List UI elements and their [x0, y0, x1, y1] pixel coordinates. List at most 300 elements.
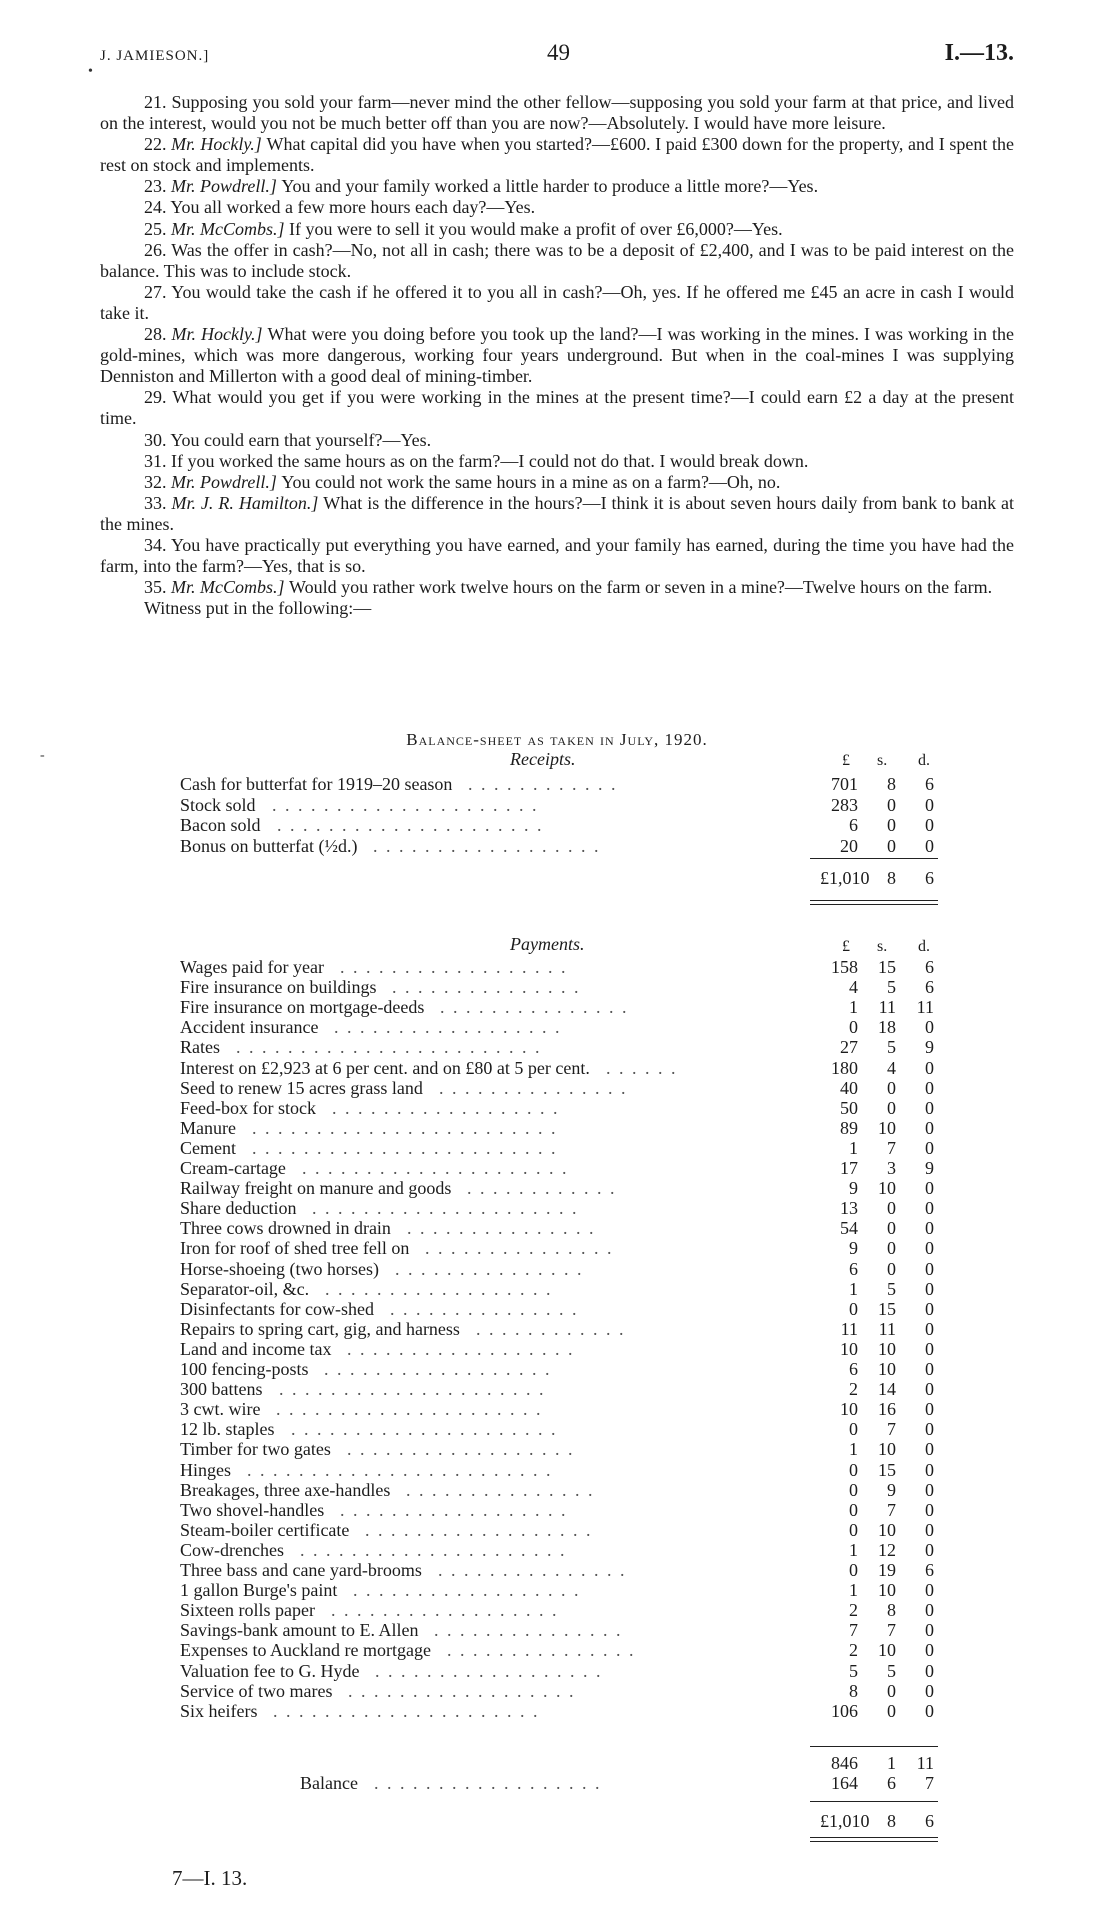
dot-leaders: . . . . . . . . . . . .: [468, 774, 618, 794]
dot-leaders: . . . . . . . . . . . . . . . . . . . . .: [300, 1539, 567, 1560]
dot-leaders: . . . . . . . . . . . . . . . . . . . . .: [302, 1158, 569, 1178]
shillings-value: 11: [878, 997, 896, 1018]
ledger-row: [180, 1198, 940, 1219]
ledger-row: [180, 1279, 940, 1300]
ledger-item: 1 gallon Burge's paint: [180, 1580, 338, 1601]
shillings-value: 8: [887, 868, 896, 888]
pounds-value: 27: [840, 1037, 858, 1058]
ledger-row: [180, 1118, 940, 1139]
ledger-row: [180, 977, 940, 998]
shillings-value: 8: [887, 1811, 896, 1831]
dot-leaders: . . . . . . . . . . . . . . . . . .: [347, 1439, 575, 1460]
ledger-item: Hinges: [180, 1459, 231, 1480]
pence-value: 0: [925, 1660, 934, 1681]
pence-value: 11: [916, 1753, 934, 1773]
dot-leaders: . . . . . . . . . . . . . . . . . . . . .: [277, 815, 544, 835]
pence-value: 0: [925, 1539, 934, 1560]
dot-leaders: . . . . . . . . . . . . . . . . . . . . .: [272, 794, 539, 815]
ledger-row: [180, 1339, 940, 1360]
shillings-value: 5: [887, 1037, 896, 1058]
pence-value: 0: [925, 1419, 934, 1440]
shillings-value: 0: [887, 815, 896, 835]
pence-value: 0: [925, 1580, 934, 1601]
question-text: If you worked the same hours as on the farm?—I could not do that. I would break down.: [171, 450, 809, 471]
shillings-value: 18: [878, 1017, 896, 1038]
ledger-item: Cement: [180, 1137, 236, 1158]
shillings-value: 15: [878, 1459, 896, 1480]
question-paragraph: [100, 197, 1014, 218]
ledger-row: [180, 1419, 940, 1440]
question-text: What would you get if you were working in the mines at the present time?—I could earn £2 a day at the present time.: [100, 387, 1014, 429]
print-speck: -: [40, 748, 45, 763]
pence-value: 0: [925, 1680, 934, 1701]
pounds-value: 10: [840, 1338, 858, 1359]
pounds-value: 89: [840, 1117, 858, 1138]
pence-value: 0: [925, 1198, 934, 1219]
ledger-item: Land and income tax: [180, 1338, 332, 1359]
shillings-value: 0: [887, 1700, 896, 1721]
question-paragraph: [100, 282, 1014, 324]
pence-value: 11: [916, 997, 934, 1018]
ledger-row: [180, 1500, 940, 1521]
question-text: If you were to sell it you would make a profit of over £6,000?—Yes.: [289, 218, 783, 239]
dot-leaders: . . . . . . . . . . . . . . .: [392, 977, 581, 998]
dot-leaders: . . . . . . . . . . . . . . . . . . . . .: [312, 1198, 579, 1219]
pounds-value: 283: [831, 794, 858, 815]
pence-value: 0: [925, 1620, 934, 1641]
question-number: 35.: [144, 577, 171, 598]
ledger-row: [180, 1218, 940, 1239]
shillings-value: 10: [878, 1439, 896, 1460]
col-pounds-header: £: [842, 752, 850, 769]
ledger-item: Manure: [180, 1117, 236, 1138]
pence-value: 0: [925, 1318, 934, 1339]
pounds-value: 17: [840, 1158, 858, 1178]
ledger-item: 3 cwt. wire: [180, 1399, 261, 1420]
ledger-item: Disinfectants for cow-shed: [180, 1298, 374, 1319]
pence-value: 0: [925, 1399, 934, 1420]
question-paragraph: [100, 134, 1014, 176]
ledger-item: Railway freight on manure and goods: [180, 1178, 452, 1199]
question-text: You could not work the same hours in a mine as on a farm?—Oh, no.: [281, 471, 781, 492]
pounds-value: 0: [849, 1560, 858, 1580]
shillings-value: 0: [887, 1238, 896, 1259]
question-paragraph: [100, 176, 1014, 197]
pounds-value: 1: [849, 997, 858, 1018]
pounds-value: £1,010: [820, 868, 870, 888]
pounds-value: 0: [849, 1519, 858, 1540]
pence-value: 0: [925, 1258, 934, 1279]
ledger-item: Steam-boiler certificate: [180, 1519, 350, 1540]
questioner: Mr. J. R. Hamilton.]: [171, 492, 324, 513]
pence-value: 0: [925, 1700, 934, 1721]
question-text: Would you rather work twelve hours on the farm or seven in a mine?—Twelve hours on the farm.: [289, 577, 993, 598]
pounds-value: 50: [840, 1097, 858, 1118]
ledger-item: Cream-cartage: [180, 1158, 286, 1178]
question-paragraph: [100, 535, 1014, 577]
question-text: You have practically put everything you have earned, and your family has earned, during the time you have had the farm, into the farm?—Yes, that is so.: [100, 534, 1014, 577]
ledger-item: 300 battens: [180, 1379, 263, 1400]
shillings-value: 10: [878, 1640, 896, 1661]
pounds-value: 5: [849, 1660, 858, 1681]
sum-rule: [810, 1746, 938, 1747]
dot-leaders: . . . . . . . . . . . . . . . . . .: [334, 1017, 562, 1038]
pounds-value: 2: [849, 1640, 858, 1661]
dot-leaders: . . . . . . . . . . . . . . . . . .: [340, 1499, 568, 1520]
questioner: Mr. Powdrell.]: [171, 471, 282, 492]
pounds-value: 7: [849, 1620, 858, 1641]
ledger-row: [180, 1098, 940, 1119]
ledger-row: [180, 1600, 940, 1621]
ledger-row: [180, 957, 940, 978]
pence-value: 0: [925, 1519, 934, 1540]
pounds-value: 0: [849, 1479, 858, 1500]
page-number: 49: [547, 40, 570, 65]
pounds-value: 11: [840, 1318, 858, 1339]
question-text: What capital did you have when you started?—£600. I paid £300 down for the property, and I spent the rest on stock and implements.: [100, 134, 1015, 176]
ledger-row: [180, 1178, 940, 1199]
balance-sheet-title: Balance-sheet as taken in July, 1920.: [406, 730, 708, 749]
pence-value: 0: [925, 1178, 934, 1199]
witness-line: Witness put in the following:—: [144, 598, 372, 619]
pence-value: 0: [925, 794, 934, 815]
ledger-row: [180, 1037, 940, 1058]
ledger-row: [180, 1299, 940, 1320]
ledger-row: [180, 1580, 940, 1601]
pence-value: 0: [925, 1338, 934, 1359]
pence-value: 0: [925, 1479, 934, 1500]
question-paragraph: [100, 324, 1014, 387]
dot-leaders: . . . . . . . . . . . . . . . . . . . . . . . .: [236, 1037, 542, 1058]
question-paragraph: [100, 493, 1014, 535]
pounds-value: 164: [831, 1773, 858, 1793]
dot-leaders: . . . . . . . . . . . . . . . . . . . . . . . .: [252, 1137, 558, 1158]
pence-value: 0: [925, 1077, 934, 1098]
question-text: Was the offer in cash?—No, not all in cash; there was to be a deposit of £2,400, and I was to be paid interest on the balance. This was to include stock.: [100, 239, 1014, 281]
ledger-row: [180, 1753, 940, 1774]
ledger-item: Breakages, three axe-handles: [180, 1479, 391, 1500]
section-heading: Payments.: [510, 934, 585, 954]
question-paragraph: [100, 92, 1014, 134]
shillings-value: 14: [878, 1379, 896, 1400]
ledger-row: [180, 836, 940, 857]
question-paragraph: [100, 387, 1014, 429]
pounds-value: 846: [831, 1753, 858, 1773]
shillings-value: 15: [878, 1298, 896, 1319]
question-text: You and your family worked a little harder to produce a little more?—Yes.: [281, 176, 819, 197]
dot-leaders: . . . . . . . . . . . . . . .: [425, 1238, 614, 1259]
question-number: 25.: [144, 218, 171, 239]
ledger-row: [180, 774, 940, 795]
dot-leaders: . . . . . . . . . . . . . . . . . .: [373, 835, 601, 856]
col-shillings-header: s.: [877, 752, 888, 769]
shillings-value: 0: [887, 1077, 896, 1098]
ledger-row: [180, 1058, 940, 1079]
pounds-value: 8: [849, 1680, 858, 1701]
pence-value: 0: [925, 1600, 934, 1621]
ledger-row: [180, 795, 940, 816]
pounds-value: 13: [840, 1198, 858, 1219]
pounds-value: 2: [849, 1600, 858, 1621]
pence-value: 0: [925, 1640, 934, 1661]
question-number: 33.: [144, 492, 172, 513]
shillings-value: 8: [887, 774, 896, 794]
question-text: You could earn that yourself?—Yes.: [170, 429, 432, 450]
dot-leaders: . . . . . . . . . . . . . . . . . .: [331, 1600, 559, 1621]
dot-leaders: . . . . . . . . . . . . . . .: [434, 1620, 623, 1641]
dot-leaders: . . . . . . . . . . . . . . . . . .: [353, 1580, 581, 1601]
pence-value: 9: [925, 1037, 934, 1058]
pence-value: 0: [925, 1218, 934, 1239]
dot-leaders: . . . . . . . . . . . . . . . . . . . . . . . .: [252, 1117, 558, 1138]
question-number: 26.: [144, 239, 172, 260]
shillings-value: 10: [878, 1178, 896, 1199]
pounds-value: 54: [840, 1218, 858, 1239]
header-witness-name: J. JAMIESON.]: [100, 48, 210, 64]
sum-rule: [810, 900, 938, 905]
ledger-item: Two shovel-handles: [180, 1499, 325, 1520]
question-text: You all worked a few more hours each day?—Yes.: [170, 197, 536, 218]
ledger-item: Savings-bank amount to E. Allen: [180, 1620, 419, 1641]
question-text: What is the difference in the hours?—I think it is about seven hours daily from bank to bank at the mines.: [100, 492, 1015, 534]
ledger-item: Balance: [300, 1773, 358, 1793]
shillings-value: 12: [878, 1539, 896, 1560]
page-footer: 7—I. 13.: [172, 1866, 248, 1890]
ledger-item: Cow-drenches: [180, 1539, 284, 1560]
dot-leaders: . . . . . . . . . . . . . . . . . . . . . . . .: [247, 1459, 553, 1480]
ledger-row: [180, 868, 940, 889]
question-paragraph: [100, 219, 1014, 240]
dot-leaders: . . . . . . . . . . . . . . . . . .: [374, 1773, 602, 1793]
shillings-value: 3: [887, 1158, 896, 1178]
question-text: Supposing you sold your farm—never mind the other fellow—supposing you sold your farm at that price, and lived on the interest, would you not be much better off than you are now?—Absolutely. I would have more leisure.: [100, 92, 1015, 134]
pounds-value: 6: [849, 815, 858, 835]
col-pence-header: d.: [918, 938, 930, 955]
ledger-item: Stock sold: [180, 794, 256, 815]
ledger-item: Separator-oil, &c.: [180, 1278, 310, 1299]
ledger-row: [180, 1379, 940, 1400]
ledger-row: [180, 1319, 940, 1340]
questioner: Mr. Hockly.]: [171, 134, 267, 155]
question-text: What were you doing before you took up the land?—I was working in the mines. I was working in the gold-mines, which was more dangerous, working four years underground. But when in the coal-mines I was supplying Denniston and Millerton with a good deal of mining-timber.: [100, 324, 1014, 387]
pounds-value: 0: [849, 1459, 858, 1480]
shillings-value: 5: [887, 1278, 896, 1299]
dot-leaders: . . . . . . . . . . . . . . . . . .: [340, 957, 568, 977]
pounds-value: 20: [840, 835, 858, 856]
print-speck: •: [88, 64, 93, 79]
shillings-value: 0: [887, 1198, 896, 1219]
ledger-item: Rates: [180, 1037, 220, 1058]
dot-leaders: . . . . . . . . . . . . . . . . . . . . .: [279, 1379, 546, 1400]
shillings-value: 0: [887, 1097, 896, 1118]
question-text: You would take the cash if he offered it to you all in cash?—Oh, yes. If he offered me £45 an acre in cash I would take it.: [100, 281, 1015, 323]
pence-value: 6: [925, 868, 934, 888]
pounds-value: 10: [840, 1399, 858, 1420]
dot-leaders: . . . . . . . . . . . .: [476, 1318, 626, 1339]
pounds-value: 1: [849, 1137, 858, 1158]
ledger-row: [180, 1158, 940, 1179]
pounds-value: 6: [849, 1359, 858, 1379]
dot-leaders: . . . . . . . . . . . . . . . . . .: [347, 1338, 575, 1359]
ledger-row: [180, 997, 940, 1018]
pence-value: 6: [925, 1560, 934, 1580]
dot-leaders: . . . . . . . . . . . . . . .: [439, 1077, 628, 1098]
ledger-row: [180, 1540, 940, 1561]
pounds-value: £1,010: [820, 1811, 870, 1831]
ledger-item: Six heifers: [180, 1700, 258, 1721]
shillings-value: 15: [878, 957, 896, 977]
shillings-value: 10: [878, 1519, 896, 1540]
shillings-value: 8: [887, 1600, 896, 1621]
pence-value: 0: [925, 1057, 934, 1078]
question-number: 28.: [144, 324, 172, 345]
evidence-transcript: [100, 92, 1014, 619]
dot-leaders: . . . . . . . . . . . . . . .: [440, 997, 629, 1018]
shillings-value: 0: [887, 835, 896, 856]
ledger-item: Horse-shoeing (two horses): [180, 1258, 379, 1279]
ledger-item: 12 lb. staples: [180, 1419, 275, 1440]
ledger-row: [180, 1773, 940, 1794]
pounds-value: 158: [831, 957, 858, 977]
dot-leaders: . . . . . . . . . . . . . . . . . . . . .: [276, 1399, 543, 1420]
dot-leaders: . . . . . .: [606, 1057, 678, 1078]
pence-value: 0: [925, 1439, 934, 1460]
pounds-value: 1: [849, 1580, 858, 1601]
question-number: 34.: [144, 534, 171, 555]
ledger-row: [180, 1620, 940, 1641]
pence-value: 0: [925, 1298, 934, 1319]
pounds-value: 0: [849, 1298, 858, 1319]
shillings-value: 5: [887, 1660, 896, 1681]
shillings-value: 10: [878, 1359, 896, 1379]
ledger-row: [180, 1439, 940, 1460]
pence-value: 0: [925, 1278, 934, 1299]
ledger-item: Iron for roof of shed tree fell on: [180, 1238, 410, 1259]
ledger-row: [180, 1238, 940, 1259]
ledger-item: Repairs to spring cart, gig, and harness: [180, 1318, 460, 1339]
pounds-value: 4: [849, 977, 858, 998]
shillings-value: 0: [887, 1218, 896, 1239]
ledger-item: Sixteen rolls paper: [180, 1600, 315, 1621]
shillings-value: 0: [887, 794, 896, 815]
question-paragraph: [100, 430, 1014, 451]
shillings-value: 7: [887, 1499, 896, 1520]
ledger-row: [180, 1701, 940, 1722]
ledger-row: [180, 815, 940, 836]
dot-leaders: . . . . . . . . . . . . . . .: [447, 1640, 636, 1661]
question-number: 24.: [144, 197, 171, 218]
page-header: [100, 40, 1014, 76]
pence-value: 9: [925, 1158, 934, 1178]
col-pence-header: d.: [918, 752, 930, 769]
ledger-item: Seed to renew 15 acres grass land: [180, 1077, 423, 1098]
dot-leaders: . . . . . . . . . . . . . . . . . . . . .: [291, 1419, 558, 1440]
ledger-item: Three bass and cane yard-brooms: [180, 1560, 422, 1580]
question-number: 21.: [144, 92, 172, 112]
ledger-row: [180, 1460, 940, 1481]
sum-rule: [810, 1801, 938, 1802]
pounds-value: 0: [849, 1419, 858, 1440]
ledger-row: [180, 1480, 940, 1501]
dot-leaders: . . . . . . . . . . . . . . .: [438, 1560, 627, 1580]
shillings-value: 19: [878, 1560, 896, 1580]
ledger-item: 100 fencing-posts: [180, 1359, 309, 1379]
ledger-item: Share deduction: [180, 1198, 297, 1219]
ledger-item: Fire insurance on buildings: [180, 977, 377, 998]
ledger-item: Service of two mares: [180, 1680, 333, 1701]
ledger-row: [180, 1359, 940, 1380]
question-number: 27.: [144, 281, 172, 302]
shillings-value: 5: [887, 977, 896, 998]
pence-value: 0: [925, 1017, 934, 1038]
question-number: 22.: [144, 134, 172, 155]
ledger-row: [180, 1640, 940, 1661]
dot-leaders: . . . . . . . . . . . . . . .: [407, 1218, 596, 1239]
shillings-value: 1: [887, 1753, 896, 1773]
ledger-item: Three cows drowned in drain: [180, 1218, 391, 1239]
dot-leaders: . . . . . . . . . . . .: [467, 1178, 617, 1199]
pounds-value: 2: [849, 1379, 858, 1400]
shillings-value: 11: [878, 1318, 896, 1339]
shillings-value: 6: [887, 1773, 896, 1793]
pounds-value: 1: [849, 1539, 858, 1560]
ledger-row: [180, 1259, 940, 1280]
pence-value: 0: [925, 1459, 934, 1480]
ledger-item: Interest on £2,923 at 6 per cent. and on £80 at 5 per cent.: [180, 1057, 590, 1078]
ledger-item: Expenses to Auckland re mortgage: [180, 1640, 431, 1661]
question-paragraph: [100, 240, 1014, 282]
section-heading: Receipts.: [510, 749, 576, 769]
ledger-row: [180, 1078, 940, 1099]
pounds-value: 0: [849, 1499, 858, 1520]
pounds-value: 701: [831, 774, 858, 794]
pounds-value: 6: [849, 1258, 858, 1279]
pence-value: 0: [925, 1137, 934, 1158]
pence-value: 0: [925, 1379, 934, 1400]
ledger-row: [180, 1399, 940, 1420]
pence-value: 7: [925, 1773, 934, 1793]
pence-value: 6: [925, 774, 934, 794]
shillings-value: 7: [887, 1620, 896, 1641]
question-number: 30.: [144, 429, 171, 450]
pence-value: 6: [925, 1811, 934, 1831]
pence-value: 0: [925, 835, 934, 856]
question-number: 23.: [144, 176, 171, 197]
pence-value: 0: [925, 1238, 934, 1259]
questioner: Mr. McCombs.]: [171, 577, 290, 598]
shillings-value: 10: [878, 1338, 896, 1359]
ledger-row: [180, 1811, 940, 1832]
sum-rule: [810, 1837, 938, 1842]
pounds-value: 9: [849, 1238, 858, 1259]
ledger-item: Valuation fee to G. Hyde: [180, 1660, 360, 1681]
ledger-row: [180, 1017, 940, 1038]
shillings-value: 9: [887, 1479, 896, 1500]
sum-rule: [810, 858, 938, 859]
question-paragraph: [100, 472, 1014, 493]
question-number: 29.: [144, 387, 173, 408]
dot-leaders: . . . . . . . . . . . . . . . . . .: [365, 1519, 593, 1540]
pence-value: 0: [925, 1117, 934, 1138]
pounds-value: 180: [831, 1057, 858, 1078]
shillings-value: 10: [878, 1580, 896, 1601]
shillings-value: 4: [887, 1057, 896, 1078]
pence-value: 0: [925, 1499, 934, 1520]
ledger-row: [180, 1661, 940, 1682]
shillings-value: 7: [887, 1137, 896, 1158]
dot-leaders: . . . . . . . . . . . . . . . . . .: [324, 1359, 552, 1379]
ledger-item: Fire insurance on mortgage-deeds: [180, 997, 425, 1018]
